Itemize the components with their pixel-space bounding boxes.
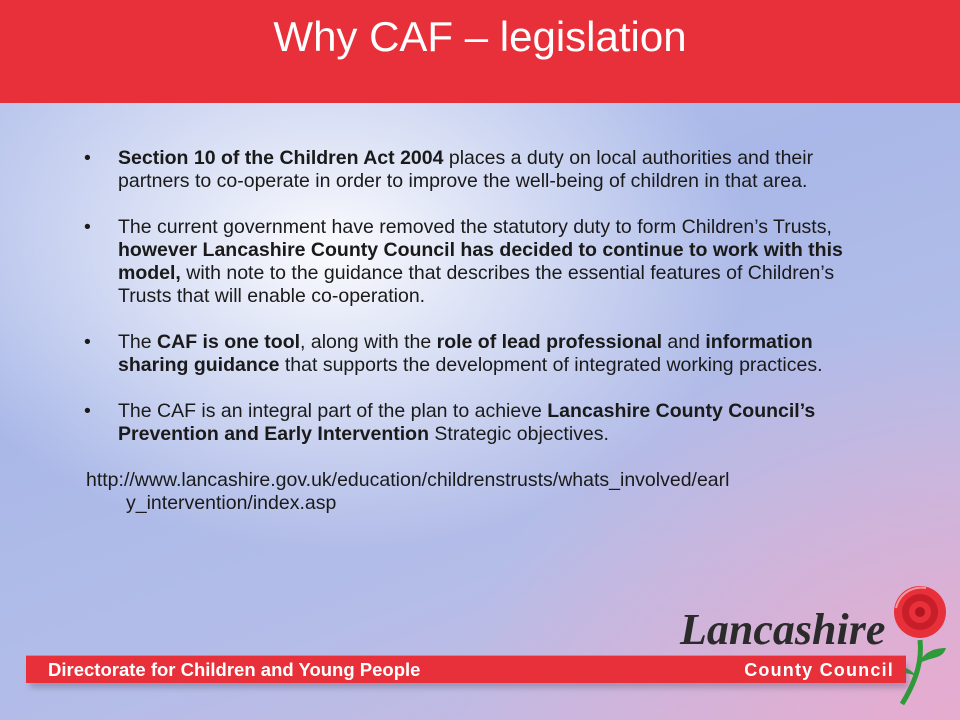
bold-text: information sharing guidance <box>118 331 813 376</box>
red-rose-icon <box>880 578 960 708</box>
link-line-2: y_intervention/index.asp <box>126 492 337 514</box>
bullet-item <box>78 400 888 446</box>
bullet-marker: • <box>84 147 91 169</box>
slide-title: Why CAF – legislation <box>273 13 687 60</box>
bold-text: role of lead professional <box>436 331 663 353</box>
title-bar <box>0 0 960 103</box>
bullet-marker: • <box>84 331 91 353</box>
plain-text: that supports the development of integrated working practices. <box>279 354 823 376</box>
bold-text: however Lancashire County Council has decided to continue to work with this model, <box>118 239 843 284</box>
plain-text: with note to the guidance that describes the essential features of Children’s Trusts that will enable co-operation. <box>118 262 835 307</box>
bold-text: CAF is one tool <box>157 331 301 353</box>
bullet-text <box>118 216 888 308</box>
bullet-marker: • <box>84 400 91 422</box>
plain-text: places a duty on local authorities and their partners to co-operate in order to improve the well-being of children in that area. <box>118 147 814 192</box>
lancashire-wordmark-logo <box>678 604 910 654</box>
plain-text: The <box>118 331 158 353</box>
plain-text: and <box>662 331 706 353</box>
link-line-1: http://www.lancashire.gov.uk/education/childrenstrusts/whats_involved/earl <box>86 469 730 491</box>
guidance-link[interactable] <box>78 469 888 515</box>
bullet-item <box>78 216 888 308</box>
plain-text: Strategic objectives. <box>429 423 609 445</box>
county-council-label: County Council <box>744 660 894 680</box>
plain-text: The CAF is an integral part of the plan to achieve <box>118 400 548 422</box>
plain-text: The current government have removed the statutory duty to form Children’s Trusts, <box>118 216 832 238</box>
wordmark-text: Lancashire <box>680 605 886 654</box>
bold-text: Section 10 of the Children Act 2004 <box>118 147 444 169</box>
bullet-text <box>118 147 888 193</box>
bullet-item <box>78 147 888 193</box>
footer-bar <box>26 655 906 683</box>
plain-text: , along with the <box>300 331 437 353</box>
bullet-text <box>118 400 888 446</box>
bullet-item <box>78 331 888 377</box>
bullet-text <box>118 331 888 377</box>
bullet-marker: • <box>84 216 91 238</box>
slide-body <box>78 147 888 515</box>
bold-text: Lancashire County Council’s Prevention and Early Intervention <box>118 400 816 445</box>
directorate-label: Directorate for Children and Young People <box>48 659 421 680</box>
